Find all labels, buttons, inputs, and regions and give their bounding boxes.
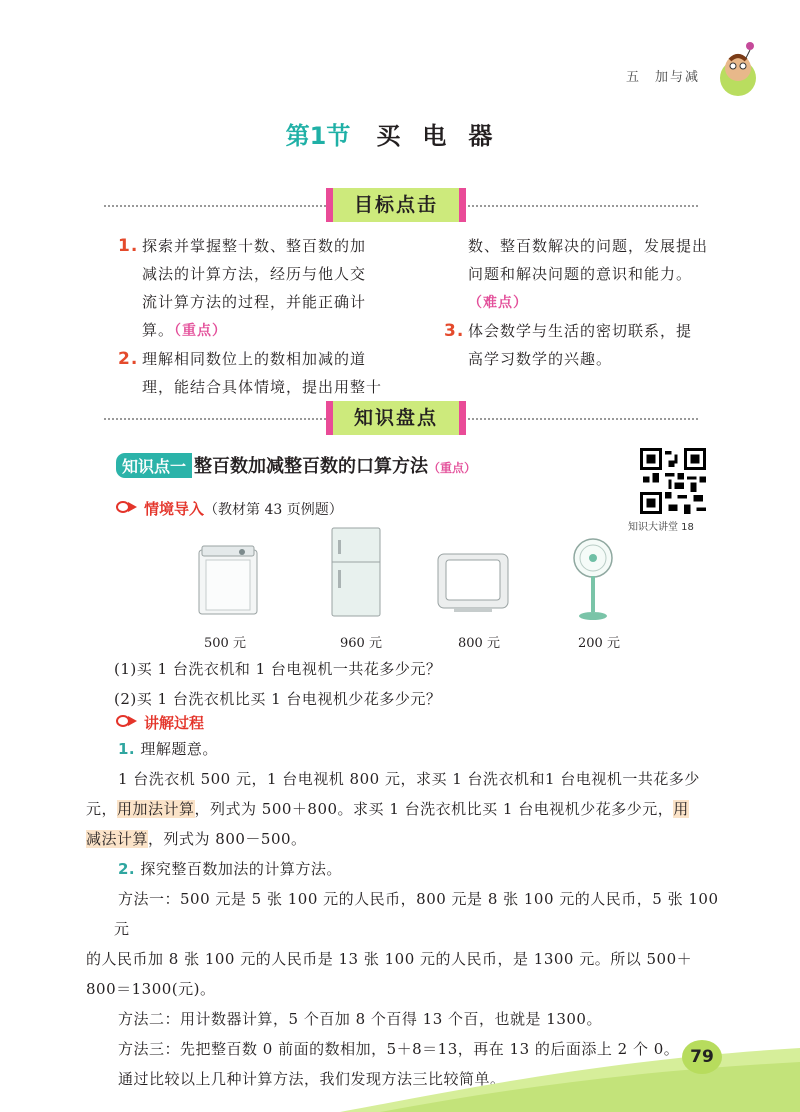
paragraph: 方法二：用计数器计算，5 个百加 8 个百得 13 个百，也就是 1300。 [118, 1010, 602, 1028]
step-heading: 2. 探究整百数加法的计算方法。 [118, 860, 342, 878]
goal-item: 3. 体会数学与生活的密切联系，提 高学习数学的兴趣。 [468, 317, 738, 373]
price-label: 960 元 [340, 636, 382, 651]
section-number: 第1节 [285, 122, 351, 150]
highlight: 减法计算 [86, 830, 149, 848]
chapter-name: 加与减 [654, 70, 700, 85]
price-label: 800 元 [458, 636, 500, 651]
paragraph: 1 台洗衣机 500 元，1 台电视机 800 元，求买 1 台洗衣机和1 台电视机一共花多少 [118, 770, 700, 788]
question: (1)买 1 台洗衣机和 1 台电视机一共花多少元？ [114, 660, 442, 678]
scenario-heading [116, 498, 343, 519]
explanation-title: 讲解过程 [144, 714, 205, 732]
goal-number: 2. [118, 349, 139, 369]
chapter-number: 五 [625, 70, 641, 85]
goal-number: 3. [444, 321, 465, 341]
question: (2)买 1 台洗衣机比买 1 台电视机少花多少元？ [114, 690, 442, 708]
pointer-arrow-icon [116, 714, 138, 732]
paragraph: 800＝1300(元)。 [86, 980, 216, 998]
footer-wave [0, 1040, 800, 1112]
explanation-heading [116, 712, 204, 733]
key-point-tag: （重点） [428, 461, 477, 475]
goal-item: 1. 探索并掌握整十数、整百数的加 减法的计算方法，经历与他人交 流计算方法的过程，并能正确计 算。（重点） [142, 232, 432, 345]
fan-icon [568, 536, 618, 622]
qr-code-icon[interactable] [640, 448, 706, 514]
section-name: 买电器 [376, 122, 515, 150]
knowledge-point-heading [116, 452, 476, 478]
goals-left-column [118, 232, 432, 401]
goal-number: 1. [118, 236, 139, 256]
paragraph: 通过比较以上几种计算方法，我们发现方法三比较简单。 [118, 1070, 506, 1088]
page-number: 79 [682, 1040, 722, 1074]
paragraph: 减法计算，列式为 800－500。 [86, 830, 307, 848]
television-icon [436, 552, 510, 614]
knowledge-point-title: 整百数加减整百数的口算方法 [194, 456, 429, 477]
goal-item: 2. 理解相同数位上的数相加减的道 理，能结合具体情境，提出用整十 [142, 345, 432, 401]
step-heading: 1. 理解题意。 [118, 740, 218, 758]
paragraph: 元，用加法计算，列式为 500＋800。求买 1 台洗衣机比买 1 台电视机少花多少元，用 [86, 800, 689, 818]
mascot-icon [716, 38, 760, 98]
scenario-title: 情境导入 [144, 500, 205, 518]
key-point-tag: （重点） [174, 323, 228, 339]
price-label: 500 元 [204, 636, 246, 651]
highlight: 用 [673, 800, 689, 818]
goals-banner: 目标点击 [326, 188, 466, 222]
paragraph: 方法一：500 元是 5 张 100 元的人民币，800 元是 8 张 100 元的人民币，5 张 100 元 [114, 890, 719, 938]
goals-right-column [444, 232, 738, 373]
knowledge-banner: 知识盘点 [326, 401, 466, 435]
qr-caption: 知识大讲堂 18 [628, 522, 694, 533]
goal-item-continued: 数、整百数解决的问题，发展提出 问题和解决问题的意识和能力。 （难点） [468, 237, 709, 311]
washing-machine-icon [196, 544, 260, 616]
section-title [0, 116, 800, 151]
chapter-header [612, 66, 700, 85]
paragraph: 方法三：先把整百数 0 前面的数相加，5＋8＝13，再在 13 的后面添上 2 个 0。 [118, 1040, 680, 1058]
paragraph: 的人民币加 8 张 100 元的人民币是 13 张 100 元的人民币，是 1300 元。所以 500＋ [86, 950, 693, 968]
knowledge-point-badge: 知识点一 [116, 453, 192, 478]
price-label: 200 元 [578, 636, 620, 651]
difficulty-tag: （难点） [468, 295, 528, 311]
refrigerator-icon [330, 526, 382, 618]
pointer-arrow-icon [116, 500, 138, 518]
questions [114, 654, 726, 714]
highlight: 用加法计算 [117, 800, 195, 818]
scenario-note: （教材第 43 页例题） [204, 502, 343, 518]
